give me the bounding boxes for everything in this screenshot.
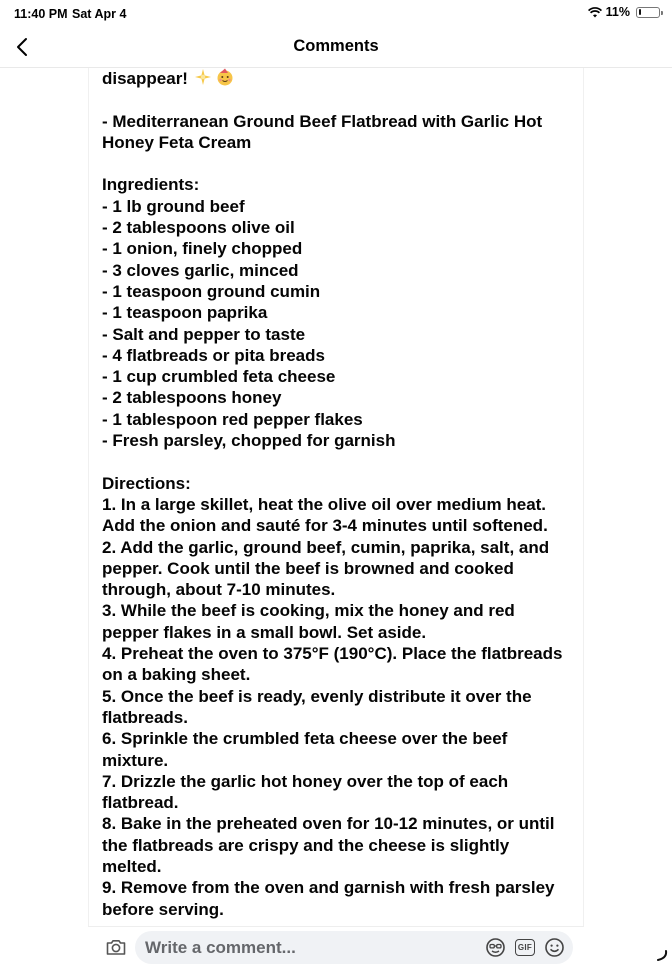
status-date: Sat Apr 4: [72, 7, 127, 21]
status-right: [588, 5, 660, 19]
wifi-icon: [588, 7, 602, 18]
directions-heading: Directions:: [102, 473, 191, 493]
emoji-icon[interactable]: [544, 937, 565, 958]
loading-spinner-icon: [652, 946, 668, 962]
direction-step: 8. Bake in the preheated oven for 10-12 minutes, or until the flatbreads are crispy and the cheese is slightly melted.: [102, 814, 560, 876]
party-face-emoji-icon: [216, 68, 234, 86]
sparkle-emoji-icon: [194, 68, 212, 86]
ingredient-item: - 1 cup crumbled feta cheese: [102, 367, 336, 387]
ingredient-item: - Fresh parsley, chopped for garnish: [102, 431, 396, 451]
ingredient-item: - 2 tablespoons olive oil: [102, 218, 295, 238]
status-time: 11:40 PM: [14, 7, 68, 21]
battery-icon: [636, 7, 660, 18]
comment-field[interactable]: [135, 931, 573, 964]
direction-step: 7. Drizzle the garlic hot honey over the top of each flatbread.: [102, 771, 513, 813]
battery-percent: 11%: [605, 5, 630, 19]
direction-step: 5. Once the beef is ready, evenly distribute it over the flatbreads.: [102, 686, 537, 727]
nav-bar: [0, 26, 672, 68]
status-bar: [0, 0, 672, 26]
avatar-sticker-icon[interactable]: [485, 937, 506, 958]
ingredient-item: - 1 tablespoon red pepper flakes: [102, 409, 363, 429]
field-icons: [485, 937, 565, 958]
comment-composer: [88, 926, 584, 967]
direction-step: 3. While the beef is cooking, mix the honey and red pepper flakes in a small bowl. Set aside.: [102, 601, 520, 642]
camera-icon[interactable]: [104, 935, 128, 959]
direction-step: 9. Remove from the oven and garnish with fresh parsley before serving.: [102, 878, 560, 919]
direction-step: 1. In a large skillet, heat the olive oil over medium heat. Add the onion and sauté for 3-4 minutes until softened.: [102, 494, 551, 536]
comment-card: [88, 68, 584, 926]
ingredient-item: - 3 cloves garlic, minced: [102, 260, 299, 280]
ingredient-item: - 1 lb ground beef: [102, 196, 245, 216]
battery-fill: [639, 9, 641, 15]
gif-icon[interactable]: GIF: [515, 939, 535, 956]
ingredient-item: - 1 teaspoon ground cumin: [102, 281, 321, 301]
ingredient-item: - 4 flatbreads or pita breads: [102, 345, 325, 365]
ingredient-item: - Salt and pepper to taste: [102, 324, 306, 344]
direction-step: 4. Preheat the oven to 375°F (190°C). Place the flatbreads on a baking sheet.: [102, 644, 568, 685]
direction-step: 2. Add the garlic, ground beef, cumin, paprika, salt, and pepper. Cook until the beef is browned and cooked through, about 7-10 minutes.: [102, 537, 554, 600]
recipe-title: - Mediterranean Ground Beef Flatbread with Garlic Hot Honey Feta Cream: [102, 111, 547, 152]
comment-input[interactable]: [145, 931, 465, 964]
ingredients-list: [102, 197, 395, 450]
directions-list: [102, 495, 567, 919]
ingredient-item: - 1 teaspoon paprika: [102, 303, 268, 323]
comment-intro: disappear!: [102, 69, 188, 88]
ingredient-item: - 2 tablespoons honey: [102, 388, 282, 408]
comment-body: [102, 68, 572, 920]
ingredient-item: - 1 onion, finely chopped: [102, 239, 303, 259]
ingredients-heading: Ingredients:: [102, 175, 200, 195]
emoji-row: [194, 68, 234, 86]
page-title: Comments: [293, 37, 379, 55]
direction-step: 6. Sprinkle the crumbled feta cheese over the beef mixture.: [102, 729, 513, 770]
